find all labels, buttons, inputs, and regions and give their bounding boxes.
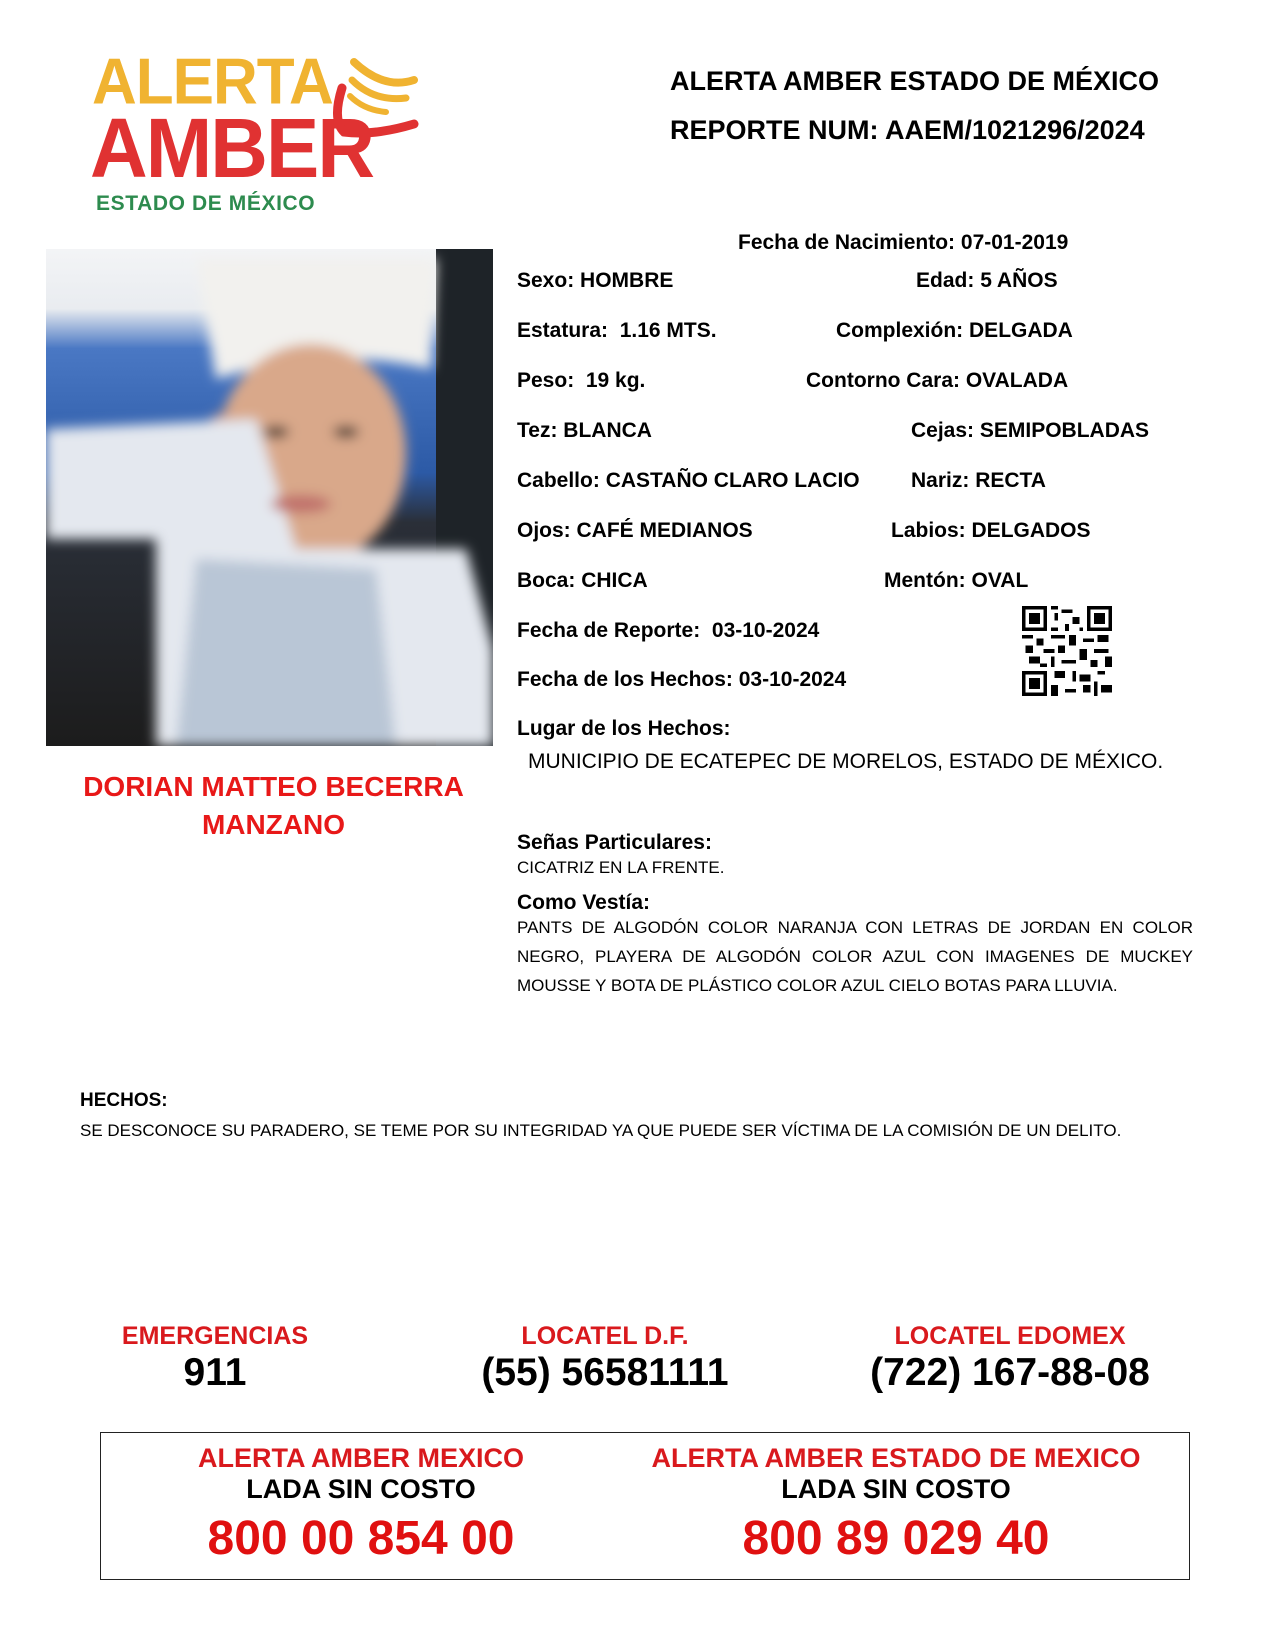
tollfree-sub: LADA SIN COSTO [781, 1474, 1011, 1504]
field-complexion-skin [517, 418, 652, 444]
contact-label: LOCATEL D.F. [521, 1322, 689, 1350]
field-face-shape [806, 368, 1068, 394]
event-date-label: Fecha de los Hechos: [517, 668, 733, 691]
contact-locatel-edomex [820, 1322, 1200, 1395]
alerta-amber-logo [90, 45, 422, 215]
logo-subtitle: ESTADO DE MÉXICO [96, 192, 316, 215]
contact-label: LOCATEL EDOMEX [894, 1322, 1126, 1350]
place-label: Lugar de los Hechos: [517, 717, 731, 740]
field-mouth [517, 568, 648, 594]
field-eyes [517, 518, 753, 544]
nose-label: Nariz: [911, 469, 970, 492]
birthdate-label: Fecha de Nacimiento: [738, 231, 956, 254]
missing-child-photo [46, 249, 493, 746]
missing-person-name [46, 768, 501, 844]
build-value: DELGADA [969, 319, 1073, 342]
height-label: Estatura: [517, 319, 609, 342]
build-label: Complexión: [836, 319, 964, 342]
field-eyebrows [911, 418, 1149, 444]
logo-alerta-text: ALERTA [92, 45, 333, 119]
age-label: Edad: [916, 269, 975, 292]
toll-free-box [100, 1432, 1190, 1580]
field-build [836, 318, 1073, 344]
chin-value: OVAL [971, 569, 1029, 592]
contact-number[interactable]: (722) 167-88-08 [870, 1351, 1150, 1394]
eyes-label: Ojos: [517, 519, 571, 542]
eyes-value: CAFÉ MEDIANOS [576, 519, 753, 542]
field-report-date [517, 618, 819, 644]
tollfree-sub: LADA SIN COSTO [246, 1474, 476, 1504]
birthdate-value: 07-01-2019 [960, 231, 1069, 254]
tollfree-label: ALERTA AMBER MEXICO [198, 1443, 524, 1473]
field-weight [517, 368, 645, 394]
clothing-label: Como Vestía: [517, 891, 651, 914]
contact-emergencias [60, 1322, 370, 1395]
report-number: REPORTE NUM: AAEM/1021296/2024 [670, 115, 1145, 145]
contact-label: EMERGENCIAS [121, 1322, 309, 1350]
logo-amber-text: AMBER [90, 101, 374, 195]
name-line-2: MANZANO [201, 809, 346, 840]
mouth-value: CHICA [581, 569, 648, 592]
field-chin [884, 568, 1028, 594]
contact-number[interactable]: 911 [183, 1351, 247, 1394]
hair-label: Cabello: [517, 469, 600, 492]
weight-value: 19 kg. [585, 369, 646, 392]
field-birthdate [738, 230, 1068, 256]
chin-label: Mentón: [884, 569, 966, 592]
skin-value: BLANCA [563, 419, 652, 442]
lips-value: DELGADOS [971, 519, 1091, 542]
sex-value: HOMBRE [580, 269, 674, 292]
tollfree-label: ALERTA AMBER ESTADO DE MEXICO [651, 1443, 1141, 1473]
qr-code-icon[interactable] [1022, 606, 1112, 696]
facts-label: HECHOS: [80, 1090, 168, 1111]
contact-locatel-df [420, 1322, 790, 1395]
event-date-value: 03-10-2024 [738, 668, 847, 691]
field-sex [517, 268, 673, 294]
eyebrows-value: SEMIPOBLADAS [979, 419, 1150, 442]
field-age [916, 268, 1058, 294]
eyebrows-label: Cejas: [911, 419, 975, 442]
marks-value: CICATRIZ EN LA FRENTE. [517, 858, 725, 877]
name-line-1: DORIAN MATTEO BECERRA [83, 771, 464, 802]
place-value: MUNICIPIO DE ECATEPEC DE MORELOS, ESTADO DE MÉXICO. [528, 750, 1164, 773]
field-nose [911, 468, 1046, 494]
facts-value: SE DESCONOCE SU PARADERO, SE TEME POR SU INTEGRIDAD YA QUE PUEDE SER VÍCTIMA DE LA COMISIÓN DE UN DELITO. [80, 1121, 1122, 1140]
face-shape-label: Contorno Cara: [806, 369, 960, 392]
contact-number[interactable]: (55) 56581111 [481, 1351, 729, 1394]
face-shape-value: OVALADA [965, 369, 1069, 392]
tollfree-number[interactable]: 800 89 029 40 [742, 1512, 1050, 1565]
report-date-label: Fecha de Reporte: [517, 619, 701, 642]
nose-value: RECTA [975, 469, 1046, 492]
report-date-value: 03-10-2024 [711, 619, 820, 642]
tollfree-number[interactable]: 800 00 854 00 [207, 1512, 515, 1565]
field-lips [891, 518, 1091, 544]
hair-value: CASTAÑO CLARO LACIO [605, 469, 860, 492]
mouth-label: Boca: [517, 569, 576, 592]
document-title: ALERTA AMBER ESTADO DE MÉXICO [670, 66, 1160, 96]
photo-image-icon [46, 249, 493, 746]
weight-label: Peso: [517, 369, 575, 392]
lips-label: Labios: [891, 519, 966, 542]
field-hair [517, 468, 860, 494]
height-value: 1.16 MTS. [619, 319, 717, 342]
signal-waves-icon [314, 50, 424, 160]
marks-label: Señas Particulares: [517, 831, 712, 854]
field-height [517, 318, 717, 344]
sex-label: Sexo: [517, 269, 575, 292]
age-value: 5 AÑOS [980, 269, 1058, 292]
field-event-date [517, 667, 846, 693]
tollfree-amber-edomex [616, 1443, 1176, 1566]
tollfree-amber-mexico [121, 1443, 601, 1566]
skin-label: Tez: [517, 419, 558, 442]
clothing-value: PANTS DE ALGODÓN COLOR NARANJA CON LETRAS DE JORDAN EN COLOR NEGRO, PLAYERA DE ALGODÓN COLOR AZUL CON IMAGENES DE MUCKEY MOUSSE Y BOTA DE PLÁSTICO COLOR AZUL CIELO BOTAS PARA LLUVIA. [517, 918, 1193, 995]
